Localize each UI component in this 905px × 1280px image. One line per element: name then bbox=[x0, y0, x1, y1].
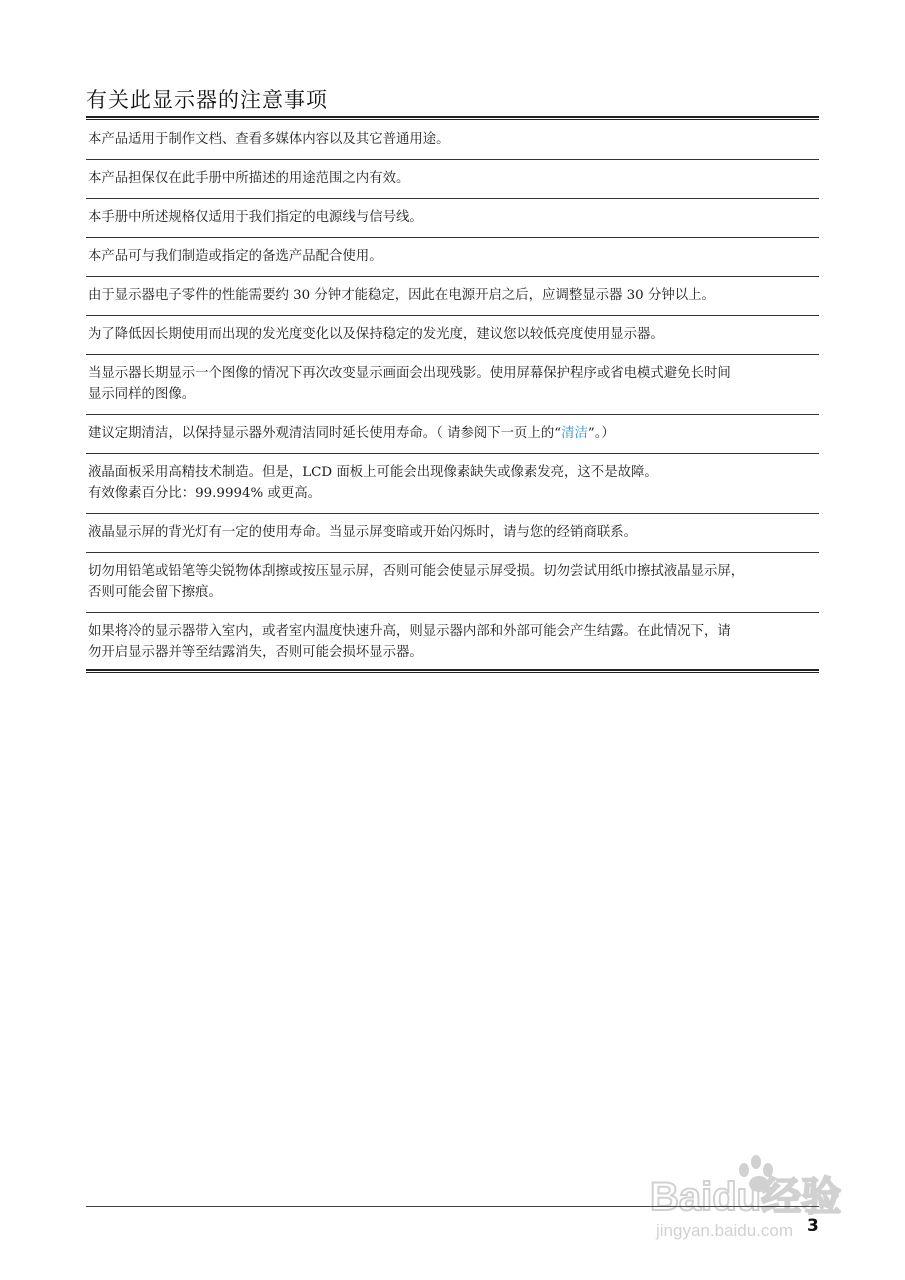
note-text: 建议定期清洁，以保持显示器外观清洁同时延长使用寿命。（ 请参阅下一页上的“ bbox=[88, 426, 562, 441]
note-line: 为了降低因长期使用而出现的发光度变化以及保持稳定的发光度，建议您以较低亮度使用显示器。 bbox=[88, 327, 664, 342]
note-item bbox=[86, 316, 819, 355]
note-line: 否则可能会留下擦痕。 bbox=[88, 585, 222, 600]
note-item bbox=[86, 355, 819, 415]
note-line: 有效像素百分比：99.9994% 或更高。 bbox=[88, 486, 322, 501]
header-rule bbox=[86, 116, 819, 120]
note-line: 勿开启显示器并等至结露消失，否则可能会损坏显示器。 bbox=[88, 645, 423, 660]
note-line: 显示同样的图像。 bbox=[88, 387, 196, 402]
note-item bbox=[86, 238, 819, 277]
notes-end-rule bbox=[86, 669, 819, 673]
note-item bbox=[86, 613, 819, 672]
note-line: 本产品可与我们制造或指定的备选产品配合使用。 bbox=[88, 249, 383, 264]
note-line: 当显示器长期显示一个图像的情况下再次改变显示画面会出现残影。使用屏幕保护程序或省电模式避免长时间 bbox=[88, 366, 731, 381]
note-item bbox=[86, 277, 819, 316]
note-line: 本手册中所述规格仅适用于我们指定的电源线与信号线。 bbox=[88, 210, 423, 225]
note-item bbox=[86, 160, 819, 199]
page-title: 有关此显示器的注意事项 bbox=[86, 88, 328, 112]
note-line: 液晶显示屏的背光灯有一定的使用寿命。当显示屏变暗或开始闪烁时，请与您的经销商联系。 bbox=[88, 525, 638, 540]
note-item bbox=[86, 553, 819, 613]
note-line: 液晶面板采用高精技术制造。但是，LCD 面板上可能会出现像素缺失或像素发亮，这不是故障。 bbox=[88, 465, 658, 480]
watermark-url: jingyan.baidu.com bbox=[656, 1221, 794, 1240]
note-line: 本产品担保仅在此手册中所描述的用途范围之内有效。 bbox=[88, 171, 410, 186]
note-line bbox=[88, 423, 817, 444]
note-line: 如果将冷的显示器带入室内，或者室内温度快速升高，则显示器内部和外部可能会产生结露。在此情况下，请 bbox=[88, 624, 731, 639]
cleaning-link[interactable]: 清洁 bbox=[561, 426, 588, 441]
note-text: ”。） bbox=[587, 426, 615, 441]
footer-rule bbox=[86, 1206, 819, 1207]
baidu-watermark-logo bbox=[646, 1148, 876, 1248]
note-item bbox=[86, 415, 819, 454]
note-line: 由于显示器电子零件的性能需要约 30 分钟才能稳定，因此在电源开启之后，应调整显示器 30 分钟以上。 bbox=[88, 288, 715, 303]
page-number: 3 bbox=[807, 1216, 819, 1236]
note-item bbox=[86, 514, 819, 553]
note-line: 切勿用铅笔或铅笔等尖锐物体刮擦或按压显示屏，否则可能会使显示屏受损。切勿尝试用纸巾擦拭液晶显示屏， bbox=[88, 564, 745, 579]
note-item bbox=[86, 199, 819, 238]
note-line: 本产品适用于制作文档、查看多媒体内容以及其它普通用途。 bbox=[88, 132, 450, 147]
note-item bbox=[86, 121, 819, 160]
watermark-brand: Baidu经验 bbox=[650, 1175, 842, 1219]
note-item bbox=[86, 454, 819, 514]
notes-list bbox=[86, 121, 819, 672]
